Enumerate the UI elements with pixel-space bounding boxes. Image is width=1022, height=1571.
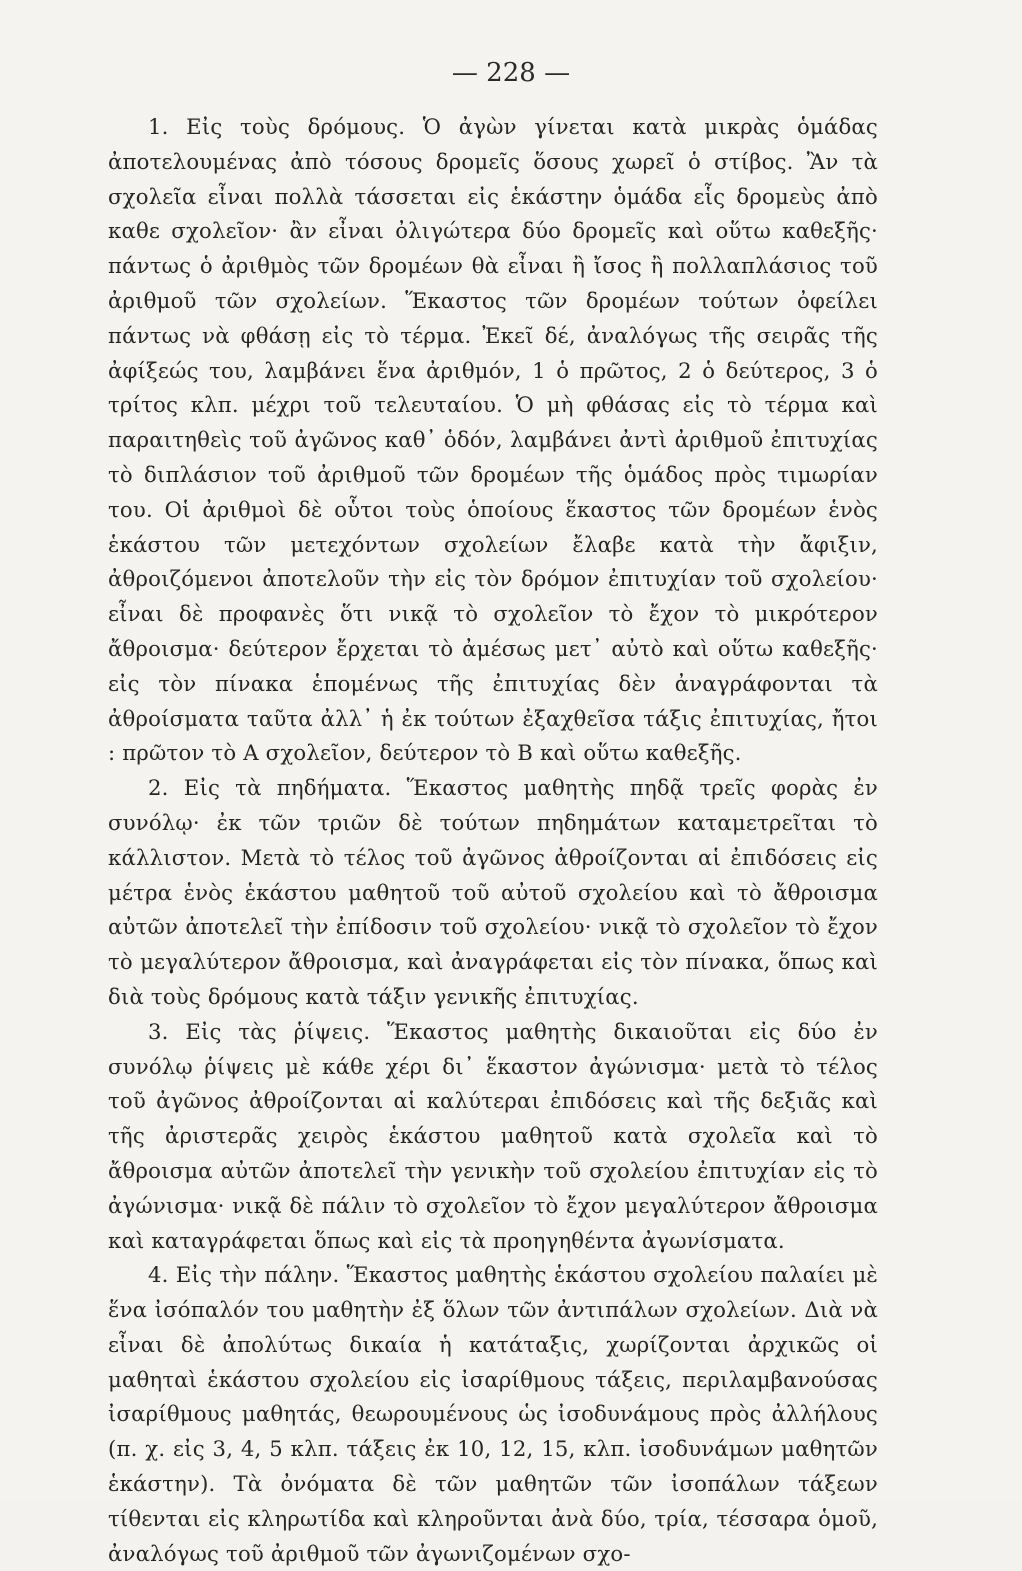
paragraph-wrestling: 4. Εἰς τὴν πάλην. Ἕκαστος μαθητὴς ἑκάστου σχολείου παλαίει μὲ ἕνα ἰσόπαλόν του μαθητὴν ἐξ ὅλων τῶν ἀντιπάλων σχολείων. Διὰ νὰ εἶναι δὲ ἀπολύτως δικαία ἡ κατάταξις, χωρίζονται ἀρχικῶς οἱ μαθηταὶ ἑκάστου σχολείου εἰς ἰσαρίθμους τάξεις, περιλαμβανούσας ἰσαρίθμους μαθητάς, θεωρουμένους ὡς ἰσοδυνάμους πρὸς ἀλλήλους (π. χ. εἰς 3, 4, 5 κλπ. τάξεις ἐκ 10, 12, 15, κλπ. ἰσοδυνάμων μαθητῶν ἑκάστην). Τὰ ὀνόματα δὲ τῶν μαθητῶν τῶν ἰσοπάλων τάξεων τίθενται εἰς κληρωτίδα καὶ κληροῦνται ἀνὰ δύο, τρία, τέσσαρα ὁμοῦ, ἀναλόγως τοῦ ἀριθμοῦ τῶν ἀγωνιζομένων σχο- bbox=[108, 1262, 878, 1566]
paragraph-running: 1. Εἰς τοὺς δρόμους. Ὁ ἀγὼν γίνεται κατὰ μικρὰς ὁμάδας ἀποτελουμένας ἀπὸ τόσους δρομεῖς ὅσους χωρεῖ ὁ στίβος. Ἂν τὰ σχολεῖα εἶναι πολλὰ τάσσεται εἰς ἑκάστην ὁμάδα εἷς δρομεὺς ἀπὸ καθε σχολεῖον· ἂν εἶναι ὀλιγώτερα δύο δρομεῖς καὶ οὕτω καθεξῆς· πάντως ὁ ἀριθμὸς τῶν δρομέων θὰ εἶναι ἢ ἴσος ἢ πολλαπλάσιος τοῦ ἀριθμοῦ τῶν σχολείων. Ἕκαστος τῶν δρομέων τούτων ὀφείλει πάντως νὰ φθάσῃ εἰς τὸ τέρμα. Ἐκεῖ δέ, ἀναλόγως τῆς σειρᾶς τῆς ἀφίξεώς του, λαμβάνει ἕνα ἀριθμόν, 1 ὁ πρῶτος, 2 ὁ δεύτερος, 3 ὁ τρίτος κλπ. μέχρι τοῦ τελευταίου. Ὁ μὴ φθάσας εἰς τὸ τέρμα καὶ παραιτηθεὶς τοῦ ἀγῶνος καθ᾽ ὁδόν, λαμβάνει ἀντὶ ἀριθμοῦ ἐπιτυχίας τὸ διπλάσιον τοῦ ἀριθμοῦ τῶν δρομέων τῆς ὁμάδος πρὸς τιμωρίαν του. Οἱ ἀριθμοὶ δὲ οὗτοι τοὺς ὁποίους ἕκαστος τῶν δρομέων ἑνὸς ἑκάστου τῶν μετεχόντων σχολείων ἔλαβε κατὰ τὴν ἄφιξιν, ἀθροιζόμενοι ἀποτελοῦν τὴν εἰς τὸν δρόμον ἐπιτυχίαν τοῦ σχολείου· εἶναι δὲ προφανὲς ὅτι νικᾷ τὸ σχολεῖον τὸ ἔχον τὸ μικρότερον ἄθροισμα· δεύτερον ἔρχεται τὸ ἀμέσως μετ᾽ αὐτὸ καὶ οὕτω καθεξῆς· εἰς τὸν πίνακα ἑπομένως τῆς ἐπιτυχίας δὲν ἀναγράφονται τὰ ἀθροίσματα ταῦτα ἀλλ᾽ ἡ ἐκ τούτων ἐξαχθεῖσα τάξις ἐπιτυχίας, ἤτοι : πρῶτον τὸ Α σχολεῖον, δεύτερον τὸ Β καὶ οὕτω καθεξῆς. bbox=[108, 114, 878, 766]
body-text bbox=[108, 110, 878, 1571]
page-number: — 228 — bbox=[451, 58, 571, 88]
paragraph-throwing: 3. Εἰς τὰς ῥίψεις. Ἕκαστος μαθητὴς δικαιοῦται εἰς δύο ἐν συνόλῳ ῥίψεις μὲ κάθε χέρι δι᾽ ἕκαστον ἀγώνισμα· μετὰ τὸ τέλος τοῦ ἀγῶνος ἀθροίζονται αἱ καλύτεραι ἐπιδόσεις καὶ τῆς δεξιᾶς καὶ τῆς ἀριστερᾶς χειρὸς ἑκάστου μαθητοῦ κατὰ σχολεῖα καὶ τὸ ἄθροισμα αὐτῶν ἀποτελεῖ τὴν γενικὴν τοῦ σχολείου ἐπιτυχίαν εἰς τὸ ἀγώνισμα· νικᾷ δὲ πάλιν τὸ σχολεῖον τὸ ἔχον μεγαλύτερον ἄθροισμα καὶ καταγράφεται ὅπως καὶ εἰς τὰ προηγηθέντα ἀγωνίσματα. bbox=[108, 1018, 878, 1253]
paragraph-jumping: 2. Εἰς τὰ πηδήματα. Ἕκαστος μαθητὴς πηδᾷ τρεῖς φορὰς ἐν συνόλῳ· ἐκ τῶν τριῶν δὲ τούτων πηδημάτων καταμετρεῖται τὸ κάλλιστον. Μετὰ τὸ τέλος τοῦ ἀγῶνος ἀθροίζονται αἱ ἐπιδόσεις εἰς μέτρα ἑνὸς ἑκάστου μαθητοῦ τοῦ αὐτοῦ σχολείου καὶ τὸ ἄθροισμα αὐτῶν ἀποτελεῖ τὴν ἐπίδοσιν τοῦ σχολείου· νικᾷ τὸ σχολεῖον τὸ ἔχον τὸ μεγαλύτερον ἄθροισμα, καὶ ἀναγράφεται εἰς τὸν πίνακα, ὅπως καὶ διὰ τοὺς δρόμους κατὰ τάξιν γενικῆς ἐπιτυχίας. bbox=[108, 775, 878, 1009]
